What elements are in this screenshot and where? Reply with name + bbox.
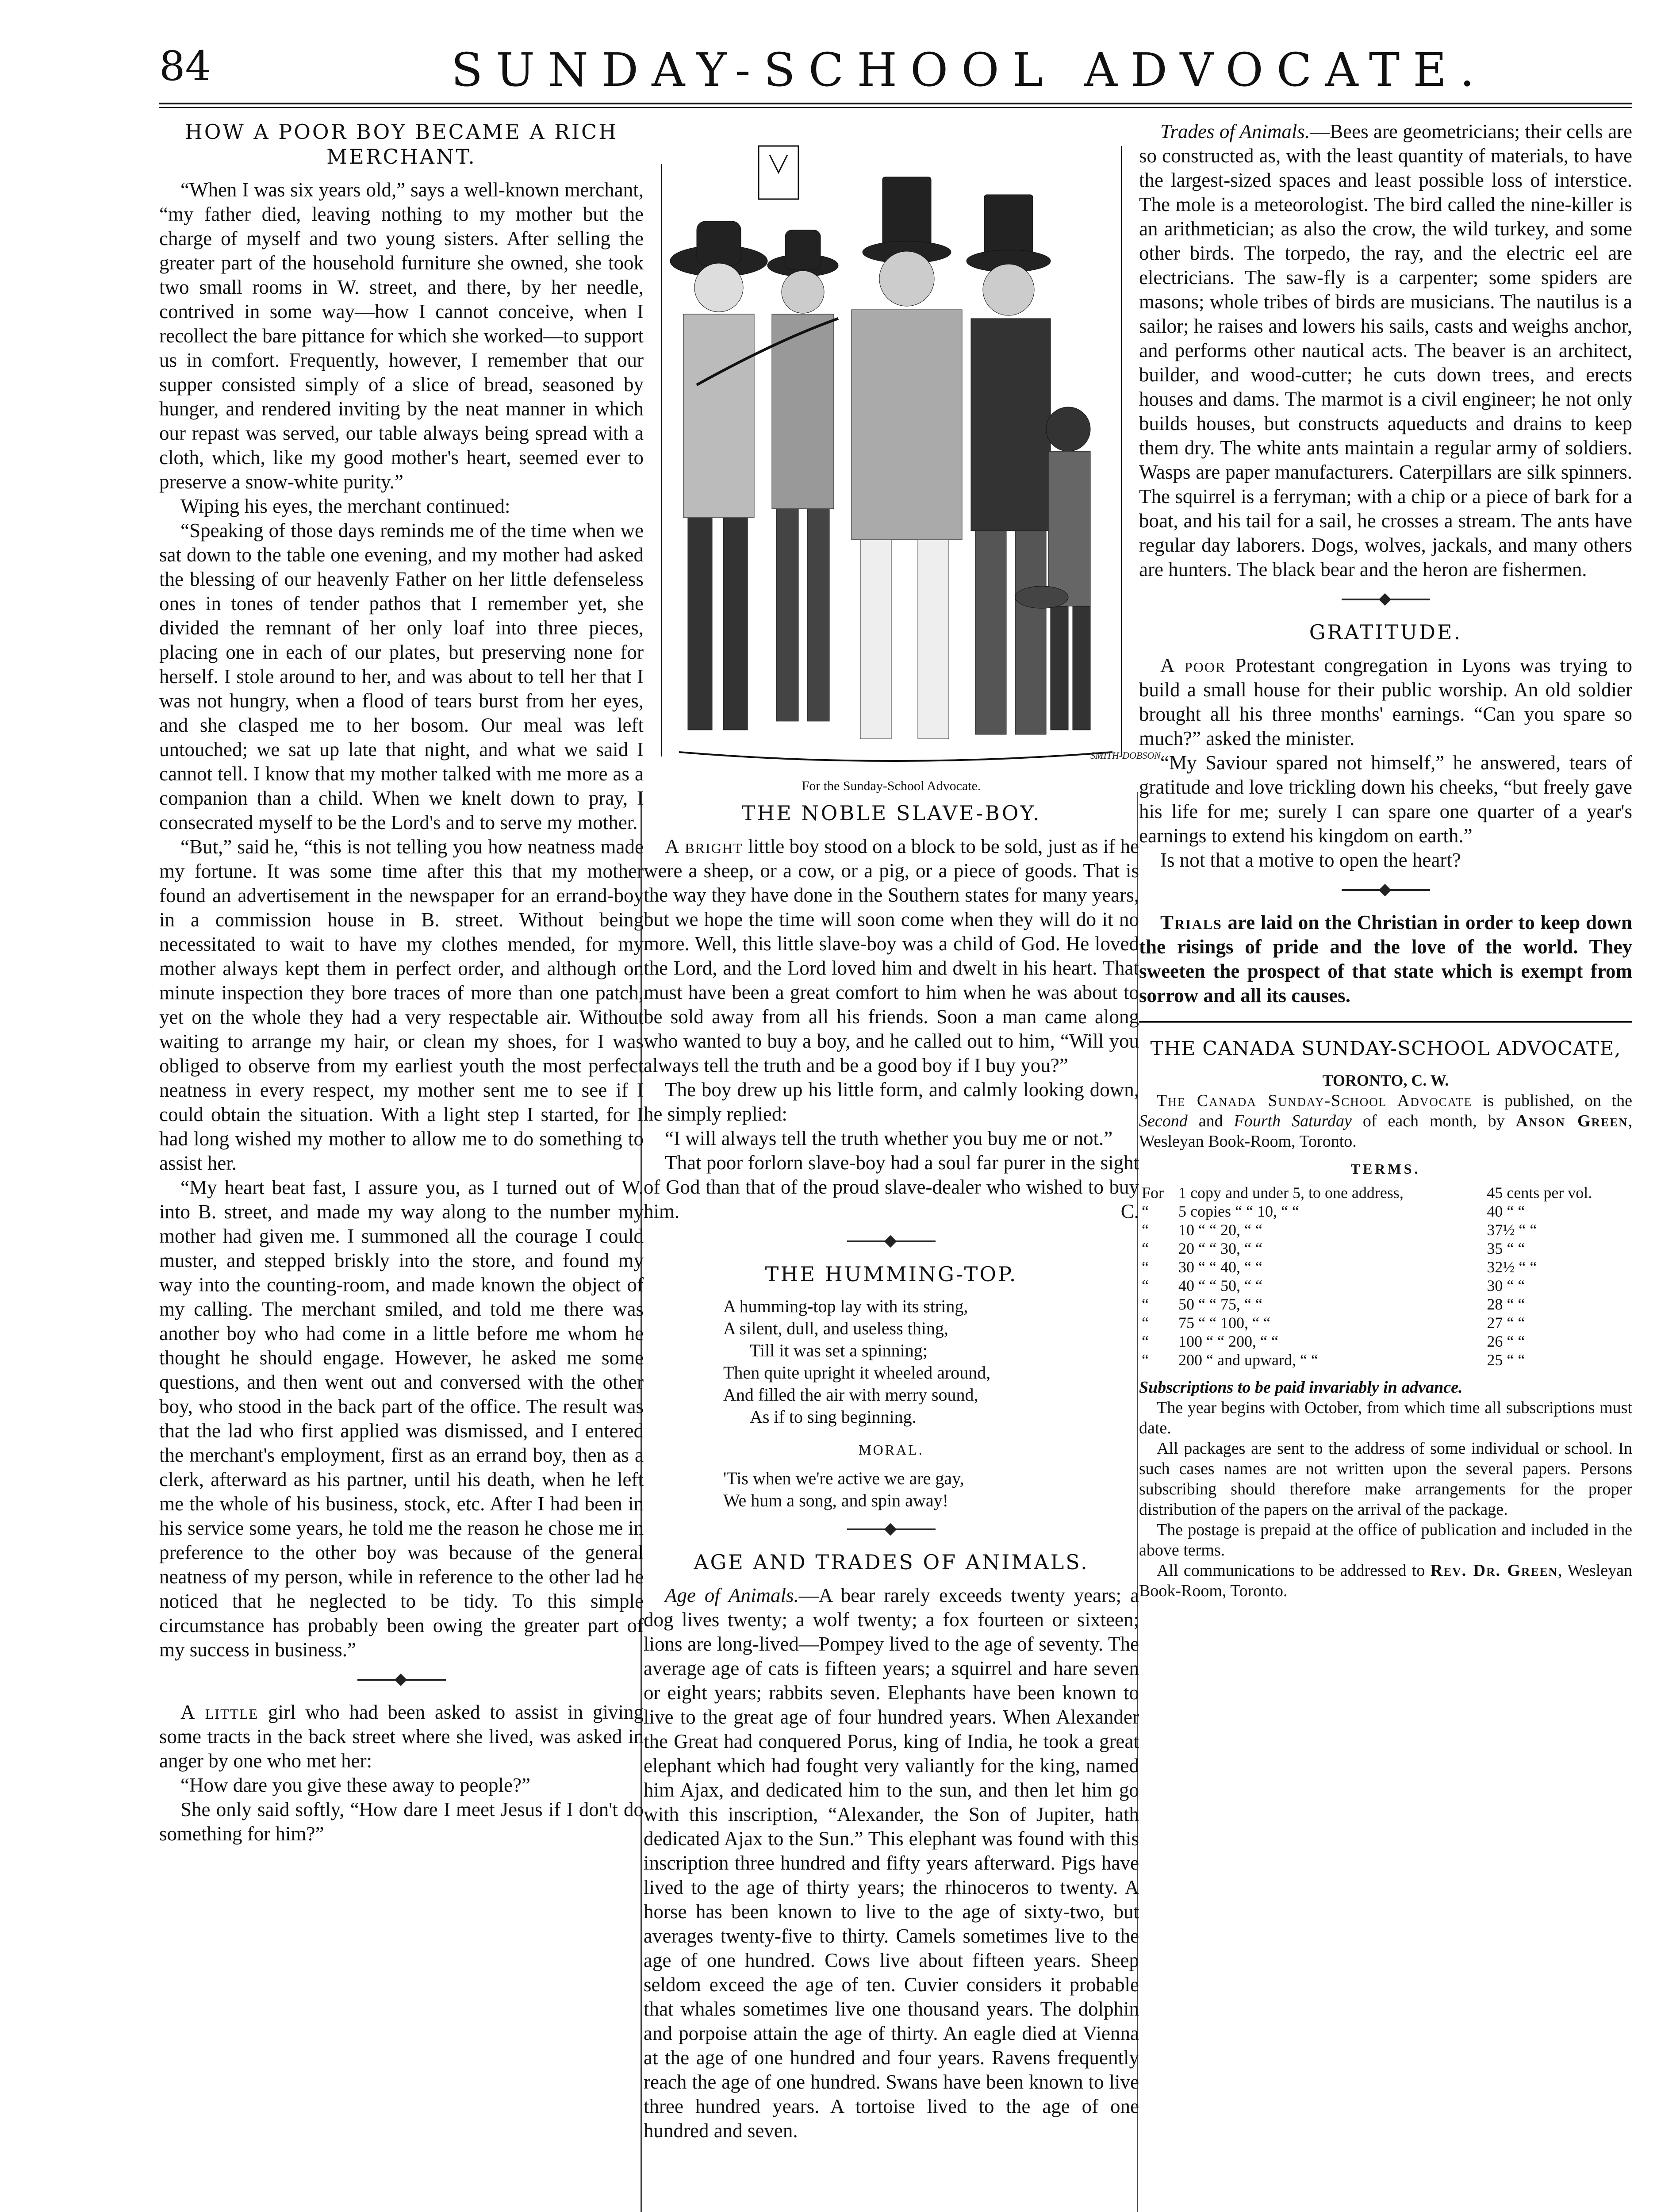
canada-intro-second: Second [1139, 1112, 1188, 1130]
terms-cell: 75 “ “ 100, “ “ [1178, 1314, 1270, 1332]
trials-paragraph [1139, 910, 1632, 1008]
canada-intro-name: Anson Green [1515, 1112, 1628, 1130]
canada-intro-lead: The Canada Sunday-School Advocate [1157, 1091, 1473, 1110]
canada-headline: THE CANADA SUNDAY-SCHOOL ADVOCATE, [1150, 1037, 1621, 1060]
section-divider [847, 1528, 936, 1530]
column-two [644, 801, 1139, 2143]
poor-boy-paragraph: “But,” said he, “this is not telling you how neatness made my fortune. It was some time after this that my mother found an advertisement in the newspaper for an errand-boy in a commission house in B. street. Without being necessitated to wait to have my clothes mended, for my mother always kept them in perfect order, and although on minute inspection they bore traces of more than one patch, yet on the whole they had a very respectable air. Without waiting to arrange my hair, or clean my shoes, for I was obliged to observe from my earliest youth the most perfect neatness in every respect, my mother sent me to see if I could obtain the situation. With a light step I started, for I had long wished my mother to allow me to do something to assist her. [159, 836, 644, 1174]
animals-age-paragraph [644, 1583, 1139, 2143]
terms-cell: “ [1142, 1277, 1149, 1294]
canada-intro-2: of each month, by [1362, 1112, 1505, 1130]
canada-intro-1: is published, on the [1482, 1091, 1633, 1110]
canada-intro-3: , Wesleyan Book-Room, Toronto. [1139, 1112, 1633, 1151]
canada-place: TORONTO, C. W. [1322, 1071, 1449, 1089]
publication-title: SUNDAY-SCHOOL ADVOCATE. [451, 43, 1488, 97]
terms-cell: 25 “ “ [1487, 1351, 1525, 1369]
slave-boy-paragraph: “I will always tell the truth whether you buy me or not.” [665, 1127, 1113, 1149]
terms-row [1139, 1313, 1632, 1332]
slave-boy-signature: C. [1120, 1200, 1139, 1222]
terms-row [1139, 1258, 1632, 1276]
canada-intro-and: and [1198, 1112, 1223, 1130]
poem-line: A silent, dull, and useless thing, [723, 1318, 948, 1338]
terms-cell: For [1142, 1184, 1164, 1202]
communications-note [1139, 1560, 1632, 1601]
terms-cell: 30 “ “ 40, “ “ [1178, 1258, 1262, 1276]
terms-table [1139, 1183, 1632, 1369]
canada-intro [1139, 1091, 1632, 1152]
terms-cell: 28 “ “ [1487, 1295, 1525, 1313]
column-three [1139, 119, 1632, 1601]
poor-boy-paragraph: “Speaking of those days reminds me of the time when we sat down to the table one evening, and my mother had asked the blessing of our heavenly Father on her little defenseless ones in tones of tender pathos that I remember yet, she divided the remnant of her only loaf into three pieces, placing one in each of our plates, but preserving none for herself. I stole around to her, and was about to tell her that I was not hungry, when a flood of tears burst from her eyes, and she clasped me to her bosom. Our meal was left untouched; we sat up late that night, and what we said I cannot tell. I know that my mother talked with me more as a companion than a child. When we knelt down to pray, I consecrated myself to be the Lord's and to serve my mother. [159, 519, 644, 833]
terms-row [1139, 1332, 1632, 1351]
masthead-rule-thin [159, 107, 1632, 108]
masthead [159, 42, 1632, 108]
section-divider [1342, 599, 1430, 600]
trials-lead: Trials [1160, 911, 1222, 933]
terms-cell: 20 “ “ 30, “ “ [1178, 1240, 1262, 1257]
gratitude-paragraph [1139, 653, 1632, 751]
poem-line: Till it was set a spinning; [750, 1340, 928, 1360]
terms-cell: “ [1142, 1258, 1149, 1276]
terms-cell: 45 cents per vol. [1487, 1184, 1592, 1202]
poor-boy-paragraph: “My heart beat fast, I assure you, as I turned out of W. into B. street, and made my way along to the number my mother had given me. I summoned all the courage I could muster, and stepped briskly into the store, and found my way into the counting-room, and made known the object of my calling. The merchant smiled, and told me there was another boy who had come in a little before me whom he thought he should engage. However, he asked me some questions, and then went out and conversed with the other boy, who stood in the back part of the office. The result was that the lad who first applied was dismissed, and I entered the merchant's employment, first as an errand boy, then as a clerk, afterward as his partner, until his death, when he left me the whole of his business, stock, etc. After I had been in his service some years, he told me the reason he chose me in preference to the other boy was because of the general neatness of my person, while in reference to the other lad he noticed that he neglected to be tidy. To this simple circumstance has probably been owing the greater part of my success in business.” [159, 1176, 644, 1661]
animals-trades-paragraph [1139, 119, 1632, 582]
poem-line: As if to sing beginning. [750, 1407, 917, 1427]
canada-note: The year begins with October, from which time all subscriptions must date. [1139, 1398, 1632, 1437]
terms-cell: 50 “ “ 75, “ “ [1178, 1295, 1262, 1313]
terms-cell: 1 copy and under 5, to one address, [1178, 1184, 1404, 1202]
trades-text: —Bees are geometricians; their cells are so constructed as, with the least quantity of materials, to have the largest-sized spaces and least possible loss of interstice. The mole is a meteorologist. The bird called the nine-killer is an arithmetician; as also the crow, the wild turkey, and some other birds. The torpedo, the ray, and the electric eel are electricians. The saw-fly is a carpenter; some spiders are masons; whole tribes of birds are musicians. The nautilus is a sailor; he raises and lowers his sails, casts and weighs anchor, and performs other nautical acts. The beaver is an architect, builder, and wood-cutter; he cuts down trees, and erects houses and dams. The marmot is a civil engineer; he not only builds houses, but constructs aqueducts and drains to keep them dry. The white ants maintain a regular army of soldiers. Wasps are paper manufacturers. Caterpillars are silk spinners. The squirrel is a ferryman; with a chip or a piece of bark for a boat, and his tail for a sail, he crosses a stream. The ants have regular day laborers. Dogs, wolves, jackals, and many others are hunters. The black bear and the heron are fishermen. [1139, 120, 1632, 580]
terms-row [1139, 1183, 1632, 1202]
terms-cell: 200 “ and upward, “ “ [1178, 1351, 1318, 1369]
terms-cell: 30 “ “ [1487, 1277, 1525, 1294]
section-divider [847, 1240, 936, 1242]
terms-row [1139, 1351, 1632, 1369]
age-text: —A bear rarely exceeds twenty years; a dog lives twenty; a wolf twenty; a fox fourteen or sixteen; lions are long-lived—Pompey lived to the age of seventy. The average age of cats is fifteen years; a squirrel and hare seven or eight years; rabbits seven. Elephants have been known to live to the great age of four hundred years. When Alexander the Great had conquered Porus, king of India, he took a great elephant which had fought very valiantly for the king, named him Ajax, and dedicated him to the sun, and then let him go with this inscription, “Alexander, the Son of Jupiter, hath dedicated Ajax to the Sun.” This elephant was found with this inscription three hundred and fifty years afterward. Pigs have lived to the age of thirty years; the rhinoceros to twenty. A horse has been known to live to the age of sixty-two, but averages twenty-five to thirty. Camels sometimes live to the age of one hundred. Cows live about fifteen years. Sheep seldom exceed the age of ten. Cuvier considers it probable that whales sometimes live one thousand years. The dolphin and porpoise attain the age of thirty. An eagle died at Vienna at the age of one hundred and four years. Ravens frequently reach the age of one hundred. Swans have been known to live three hundred years. A tortoise lived to the age of one hundred and seven. [644, 1584, 1139, 2142]
terms-cell: 37½ “ “ [1487, 1221, 1537, 1239]
poor-boy-paragraph: Wiping his eyes, the merchant continued: [180, 495, 510, 517]
communications-text: All communications to be addressed to [1157, 1561, 1425, 1580]
terms-cell: “ [1142, 1221, 1149, 1239]
terms-cell: “ [1142, 1295, 1149, 1313]
section-divider [357, 1679, 446, 1681]
poem-line: Then quite upright it wheeled around, [723, 1363, 991, 1382]
terms-cell: “ [1142, 1351, 1149, 1369]
trades-label: Trades of Animals. [1160, 120, 1310, 142]
illustration-signature: SMITH-DOBSON [1090, 750, 1161, 761]
headline-animals: AGE AND TRADES OF ANIMALS. [694, 1550, 1089, 1574]
moral-line: 'Tis when we're active we are gay, [723, 1468, 964, 1488]
terms-cell: 35 “ “ [1487, 1240, 1525, 1257]
terms-cell: “ [1142, 1202, 1149, 1220]
terms-cell: 100 “ “ 200, “ “ [1178, 1333, 1278, 1350]
terms-heading: TERMS. [1350, 1161, 1421, 1177]
terms-cell: 26 “ “ [1487, 1333, 1525, 1350]
little-girl-line: “How dare you give these away to people?” [180, 1774, 530, 1796]
terms-cell: 40 “ “ 50, “ “ [1178, 1277, 1262, 1294]
little-girl-text: girl who had been asked to assist in giving some tracts in the back street where she lived, was asked in anger by one who met her: [159, 1701, 644, 1772]
gratitude-paragraph: “My Saviour spared not himself,” he answered, tears of gratitude and love trickling down his cheeks, “but freely gave his life for me; surely I can spare one quarter of a year's earnings to extend his kingdom on earth.” [1139, 752, 1632, 847]
gratitude-paragraph: Is not that a motive to open the heart? [1160, 849, 1461, 871]
terms-row [1139, 1221, 1632, 1239]
slave-boy-last: That poor forlorn slave-boy had a soul far purer in the sight of God than that of the proud slave-dealer who wished to buy him. [644, 1152, 1139, 1222]
headline-noble-slave-boy: THE NOBLE SLAVE-BOY. [741, 801, 1041, 825]
gratitude-lead: A poor [1160, 654, 1226, 676]
column-one [159, 119, 644, 1846]
headline-poor-boy: HOW A POOR BOY BECAME A RICH MERCHANT. [184, 120, 618, 169]
trials-text: are laid on the Christian in order to keep down the risings of pride and the love of the world. They sweeten the prospect of that state which is exempt from sorrow and all its causes. [1139, 911, 1633, 1006]
poem-line: And filled the air with merry sound, [723, 1385, 978, 1405]
slave-boy-paragraph: The boy drew up his little form, and calmly looking down, he simply replied: [644, 1079, 1139, 1125]
age-label: Age of Animals. [665, 1584, 799, 1606]
terms-cell: 5 copies “ “ 10, “ “ [1178, 1202, 1299, 1220]
gratitude-text: Protestant congregation in Lyons was trying to build a small house for their public worship. An old soldier brought all his three months' earnings. “Can you spare so much?” asked the minister. [1139, 654, 1632, 749]
communications-name: Rev. Dr. Green [1430, 1561, 1558, 1580]
little-girl-line: She only said softly, “How dare I meet Jesus if I don't do something for him?” [159, 1798, 644, 1845]
slave-boy-paragraph [644, 834, 1139, 1078]
terms-cell: “ [1142, 1314, 1149, 1332]
terms-row [1139, 1295, 1632, 1313]
moral-line: We hum a song, and spin away! [723, 1490, 948, 1510]
humming-top-poem [723, 1295, 1139, 1428]
masthead-rule [159, 103, 1632, 104]
poem-line: A humming-top lay with its string, [723, 1296, 968, 1316]
slave-boy-paragraph [644, 1151, 1139, 1224]
section-divider [1342, 889, 1430, 891]
slave-auction-illustration [644, 119, 1161, 774]
little-girl-lead: A little [180, 1701, 259, 1723]
terms-row [1139, 1202, 1632, 1221]
slave-boy-text: little boy stood on a block to be sold, just as if he were a sheep, or a cow, or a pig, or a piece of goods. That is the way they have done in the Southern states for many years, but we hope the time will soon come when they will do it no more. Well, this little slave-boy was a child of God. He loved the Lord, and the Lord loved him and dwelt in his heart. That must have been a great comfort to him when he was about to be sold away from all his friends. Soon a man came along who wanted to buy a boy, and he called out to him, “Will you always tell the truth and be a good boy if I buy you?” [644, 835, 1139, 1076]
terms-cell: 27 “ “ [1487, 1314, 1525, 1332]
terms-row [1139, 1276, 1632, 1295]
canada-advocate-notice [1139, 1021, 1632, 1601]
poor-boy-paragraph: “When I was six years old,” says a well-known merchant, “my father died, leaving nothing to my mother but the charge of myself and two young sisters. After selling the greater part of the household furniture she owned, she took two small rooms in W. street, and there, by her needle, contrived in some way—how I cannot conceive, when I recollect the bare pittance for which she worked—to support us in comfort. Frequently, however, I remember that our supper consisted simply of a slice of bread, seasoned by hunger, and rendered inviting by the neat manner in which our repast was served, our table always being spread with a cloth, which, like my good mother's heart, seemed ever to preserve a snow-white purity.” [159, 179, 644, 493]
slave-boy-lead: A bright [665, 835, 743, 857]
terms-cell: “ [1142, 1240, 1149, 1257]
headline-humming-top: THE HUMMING-TOP. [765, 1262, 1018, 1286]
moral-poem [723, 1467, 1139, 1512]
canada-intro-fourth: Fourth Saturday [1234, 1112, 1352, 1130]
headline-gratitude: GRATITUDE. [1309, 620, 1462, 644]
page-number: 84 [159, 42, 211, 90]
canada-note: All packages are sent to the address of some individual or school. In such cases names are not written upon the several papers. Persons subscribing should therefore make arrangements for the proper distribution of the papers on the arrival of the package. [1139, 1439, 1632, 1519]
terms-cell: 32½ “ “ [1487, 1258, 1537, 1276]
little-girl-paragraph [159, 1700, 644, 1773]
moral-heading: MORAL. [859, 1442, 924, 1458]
illustration-caption: For the Sunday-School Advocate. [802, 779, 981, 793]
terms-cell: 10 “ “ 20, “ “ [1178, 1221, 1262, 1239]
subscriptions-note: Subscriptions to be paid invariably in advance. [1139, 1378, 1463, 1397]
terms-cell: “ [1142, 1333, 1149, 1350]
terms-cell: 40 “ “ [1487, 1202, 1525, 1220]
terms-row [1139, 1239, 1632, 1258]
communications-end: , Wesleyan Book-Room, Toronto. [1139, 1561, 1633, 1600]
canada-note: The postage is prepaid at the office of publication and included in the above terms. [1139, 1521, 1632, 1559]
